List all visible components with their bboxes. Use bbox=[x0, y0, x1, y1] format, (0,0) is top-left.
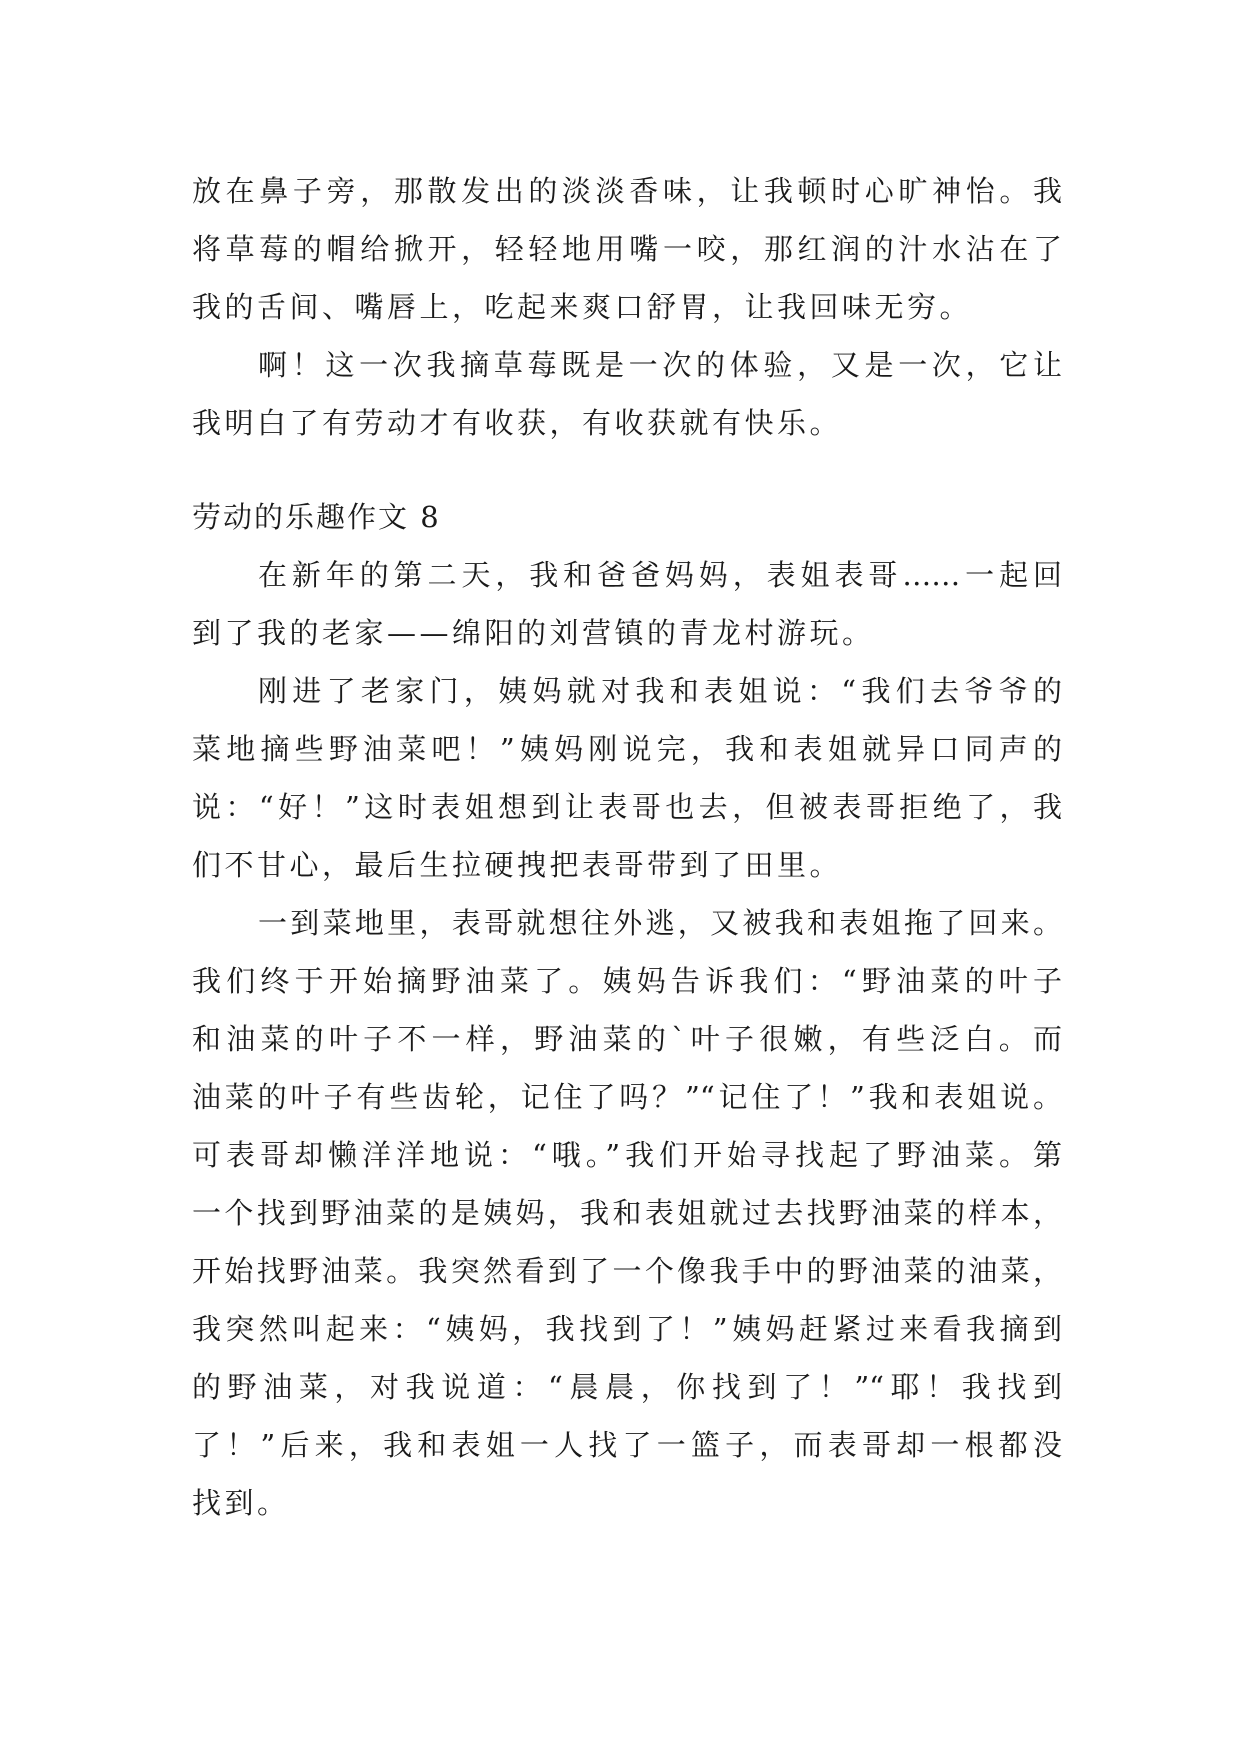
text-line-content: 油菜的叶子有些齿轮，记住了吗？”“记住了！”我和表姐说。 bbox=[192, 1080, 1062, 1114]
text-line-content: 我明白了有劳动才有收获，有收获就有快乐。 bbox=[192, 406, 843, 440]
text-line bbox=[192, 1358, 1062, 1416]
text-line bbox=[192, 394, 1062, 452]
text-line bbox=[192, 220, 1062, 278]
text-line bbox=[192, 778, 1062, 836]
text-line bbox=[192, 1242, 1062, 1300]
text-line bbox=[192, 1126, 1062, 1184]
text-line-content: 我突然叫起来：“姨妈，我找到了！”姨妈赶紧过来看我摘到 bbox=[192, 1312, 1062, 1346]
text-line bbox=[192, 1010, 1062, 1068]
essay-section-1 bbox=[192, 162, 1062, 452]
text-line bbox=[192, 1184, 1062, 1242]
text-line-content: 一个找到野油菜的是姨妈，我和表姐就过去找野油菜的样本， bbox=[192, 1196, 1062, 1230]
text-line bbox=[192, 278, 1062, 336]
text-line bbox=[192, 1300, 1062, 1358]
text-line bbox=[192, 1474, 1062, 1532]
text-line bbox=[192, 604, 1062, 662]
text-line-content: 的野油菜，对我说道：“晨晨，你找到了！”“耶！我找到 bbox=[192, 1370, 1062, 1404]
text-line-content: 了！”后来，我和表姐一人找了一篮子，而表哥却一根都没 bbox=[192, 1428, 1062, 1462]
document-page bbox=[192, 162, 1062, 1532]
text-line bbox=[192, 720, 1062, 778]
text-line-content: 放在鼻子旁，那散发出的淡淡香味，让我顿时心旷神怡。我 bbox=[192, 174, 1062, 208]
text-line-content: 我的舌间、嘴唇上，吃起来爽口舒胃，让我回味无穷。 bbox=[192, 290, 973, 324]
text-line-content: 和油菜的叶子不一样，野油菜的`叶子很嫩，有些泛白。而 bbox=[192, 1022, 1062, 1056]
text-line-content: 一到菜地里，表哥就想往外逃，又被我和表姐拖了回来。 bbox=[258, 906, 1062, 940]
text-line bbox=[192, 836, 1062, 894]
text-line-content: 开始找野油菜。我突然看到了一个像我手中的野油菜的油菜， bbox=[192, 1254, 1062, 1288]
paragraph-first-line bbox=[192, 336, 1062, 394]
text-line-content: 们不甘心，最后生拉硬拽把表哥带到了田里。 bbox=[192, 848, 843, 882]
text-line-content: 啊！这一次我摘草莓既是一次的体验，又是一次，它让 bbox=[258, 348, 1062, 382]
text-line bbox=[192, 1416, 1062, 1474]
text-line-content: 到了我的老家——绵阳的刘营镇的青龙村游玩。 bbox=[192, 616, 875, 650]
text-line-content: 说：“好！”这时表姐想到让表哥也去，但被表哥拒绝了，我 bbox=[192, 790, 1062, 824]
text-line-content: 将草莓的帽给掀开，轻轻地用嘴一咬，那红润的汁水沾在了 bbox=[192, 232, 1062, 266]
paragraph-first-line bbox=[192, 662, 1062, 720]
text-line-content: 可表哥却懒洋洋地说：“哦。”我们开始寻找起了野油菜。第 bbox=[192, 1138, 1062, 1172]
text-line-content: 刚进了老家门，姨妈就对我和表姐说：“我们去爷爷的 bbox=[258, 674, 1062, 708]
text-line bbox=[192, 952, 1062, 1010]
text-line-content: 菜地摘些野油菜吧！”姨妈刚说完，我和表姐就异口同声的 bbox=[192, 732, 1062, 766]
text-line-content: 在新年的第二天，我和爸爸妈妈，表姐表哥……一起回 bbox=[258, 558, 1062, 592]
text-line bbox=[192, 162, 1062, 220]
paragraph-first-line bbox=[192, 546, 1062, 604]
essay-section-2 bbox=[192, 546, 1062, 1532]
paragraph-first-line bbox=[192, 894, 1062, 952]
essay-title: 劳动的乐趣作文 8 bbox=[192, 500, 441, 534]
text-line-content: 我们终于开始摘野油菜了。姨妈告诉我们：“野油菜的叶子 bbox=[192, 964, 1062, 998]
text-line bbox=[192, 1068, 1062, 1126]
text-line-content: 找到。 bbox=[192, 1486, 290, 1520]
